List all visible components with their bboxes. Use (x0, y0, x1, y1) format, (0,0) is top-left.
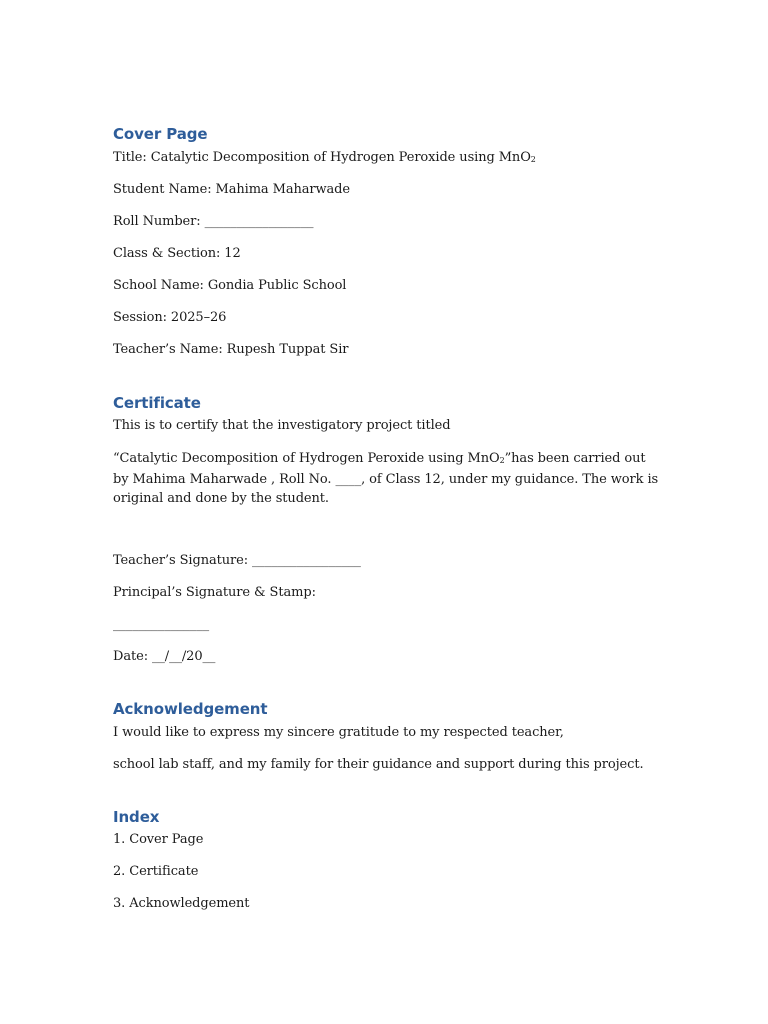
project-title-subscript: 2 (530, 155, 536, 164)
index-item: 2. Certificate (113, 864, 199, 879)
acknowledgement-line-2: school lab staff, and my family for their guidance and support during this project. (113, 757, 644, 772)
certificate-intro: This is to certify that the investigatory project titled (113, 418, 451, 433)
teacher-signature: Teacher’s Signature: _________________ (113, 553, 361, 568)
index-item: 1. Cover Page (113, 832, 204, 847)
school-name: School Name: Gondia Public School (113, 278, 347, 293)
index-heading: Index (113, 808, 160, 826)
acknowledgement-line-1: I would like to express my sincere gratitude to my respected teacher, (113, 725, 564, 740)
certificate-body-text: “Catalytic Decomposition of Hydrogen Peroxide using MnO (113, 451, 500, 466)
certificate-body-suffix: ”has been carried out by Mahima Maharwade , Roll No. ____, of Class 12, under my guidance. The work is original and done by the student. (113, 451, 659, 506)
class-section: Class & Section: 12 (113, 246, 241, 261)
certificate-body-subscript: 2 (499, 456, 505, 465)
index-item: 3. Acknowledgement (113, 896, 250, 911)
principal-signature: Principal’s Signature & Stamp: (113, 585, 316, 600)
cover-page-heading: Cover Page (113, 125, 208, 143)
signature-line: _______________ (113, 617, 210, 632)
certificate-heading: Certificate (113, 394, 201, 412)
roll-number: Roll Number: _________________ (113, 214, 314, 229)
certificate-date: Date: __/__/20__ (113, 649, 216, 664)
session: Session: 2025–26 (113, 310, 227, 325)
project-title-text: Title: Catalytic Decomposition of Hydrogen Peroxide using MnO (113, 150, 531, 165)
certificate-body (113, 449, 661, 508)
project-title (113, 149, 536, 169)
acknowledgement-heading: Acknowledgement (113, 700, 268, 718)
teacher-name: Teacher’s Name: Rupesh Tuppat Sir (113, 342, 349, 357)
student-name: Student Name: Mahima Maharwade (113, 182, 350, 197)
